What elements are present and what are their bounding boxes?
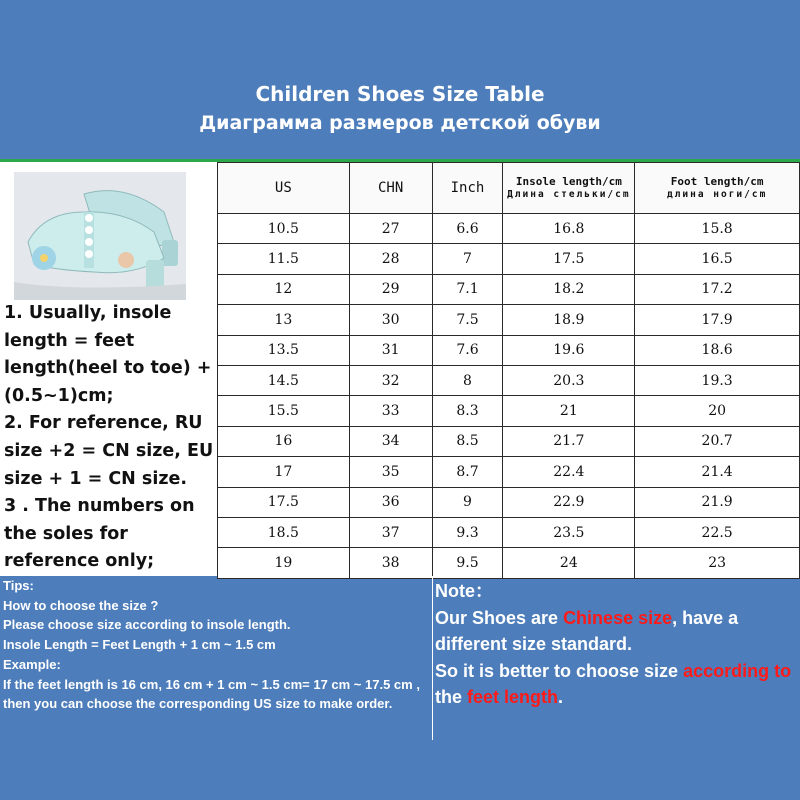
chn-cell: 28 — [349, 244, 432, 274]
tips-example-label: Example: — [3, 656, 61, 672]
inch-cell: 6.6 — [432, 214, 503, 244]
insole-cell: 18.2 — [503, 274, 635, 304]
tips-how: How to choose the size ? — [3, 597, 159, 613]
table-row — [218, 214, 800, 244]
header-chn: CHN — [349, 163, 432, 214]
chn-cell: 32 — [349, 365, 432, 395]
note-paragraph-2 — [435, 658, 797, 711]
insole-cell: 18.9 — [503, 305, 635, 335]
us-cell: 19 — [218, 548, 350, 578]
note-line: reference only; — [4, 551, 155, 572]
foot-cell: 16.5 — [635, 244, 800, 274]
inch-cell: 8.7 — [432, 457, 503, 487]
insole-cell: 17.5 — [503, 244, 635, 274]
note-title: Note： — [435, 581, 493, 601]
chn-cell: 33 — [349, 396, 432, 426]
note-text: . — [558, 687, 564, 707]
foot-cell: 22.5 — [635, 517, 800, 547]
chn-cell: 27 — [349, 214, 432, 244]
inch-cell: 9.3 — [432, 517, 503, 547]
header — [0, 0, 800, 160]
table-row — [218, 548, 800, 578]
us-cell: 13.5 — [218, 335, 350, 365]
chn-cell: 35 — [349, 457, 432, 487]
chn-cell: 29 — [349, 274, 432, 304]
header-us: US — [218, 163, 350, 214]
foot-cell: 17.9 — [635, 305, 800, 335]
header-insole — [503, 163, 635, 214]
foot-cell: 15.8 — [635, 214, 800, 244]
size-table — [217, 162, 800, 579]
chn-cell: 36 — [349, 487, 432, 517]
note-text: So it is better to choose size — [435, 660, 684, 681]
us-cell: 12 — [218, 274, 350, 304]
table-row — [218, 305, 800, 335]
inch-cell: 8.3 — [432, 396, 503, 426]
page-subtitle-ru: Диаграмма размеров детской обуви — [199, 112, 601, 134]
inch-cell: 7.1 — [432, 274, 503, 304]
table-row — [218, 487, 800, 517]
insole-cell: 23.5 — [503, 517, 635, 547]
note-line: length = feet — [4, 330, 135, 351]
us-cell: 13 — [218, 305, 350, 335]
tips-title: Tips: — [3, 578, 34, 593]
insole-cell: 24 — [503, 548, 635, 578]
tips-panel — [0, 576, 433, 740]
insole-cell: 16.8 — [503, 214, 635, 244]
table-row — [218, 244, 800, 274]
chn-cell: 38 — [349, 548, 432, 578]
header-insole-en: Insole length/cm — [515, 175, 622, 188]
chn-cell: 34 — [349, 426, 432, 456]
note-line: length(heel to toe) + — [4, 358, 212, 379]
note-highlight: feet length — [467, 687, 559, 707]
foot-cell: 23 — [635, 548, 800, 578]
table-body — [218, 214, 800, 579]
insole-cell: 21 — [503, 396, 635, 426]
inch-cell: 7.6 — [432, 335, 503, 365]
us-cell: 15.5 — [218, 396, 350, 426]
us-cell: 14.5 — [218, 365, 350, 395]
inch-cell: 8.5 — [432, 426, 503, 456]
table-row — [218, 517, 800, 547]
note-line: the soles for — [4, 523, 128, 544]
inch-cell: 9.5 — [432, 548, 503, 578]
header-foot — [635, 163, 800, 214]
table-row — [218, 335, 800, 365]
header-foot-en: Foot length/cm — [670, 175, 764, 188]
sandal-photo — [14, 172, 186, 300]
inch-cell: 7.5 — [432, 305, 503, 335]
note-text: , have a different size standard. — [435, 607, 739, 654]
foot-cell: 20.7 — [635, 426, 800, 456]
note-highlight: according to — [683, 660, 792, 681]
table-row — [218, 365, 800, 395]
note-line: 3 . The numbers on — [4, 496, 195, 517]
left-panel — [0, 162, 218, 576]
us-cell: 17.5 — [218, 487, 350, 517]
chn-cell: 30 — [349, 305, 432, 335]
us-cell: 11.5 — [218, 244, 350, 274]
foot-cell: 18.6 — [635, 335, 800, 365]
note-text: Our Shoes are — [435, 607, 564, 628]
inch-cell: 7 — [432, 244, 503, 274]
table-row — [218, 274, 800, 304]
note-line: size + 1 = CN size. — [4, 468, 188, 489]
insole-cell: 19.6 — [503, 335, 635, 365]
insole-cell: 21.7 — [503, 426, 635, 456]
chn-cell: 37 — [349, 517, 432, 547]
note-text: the — [435, 687, 468, 707]
table-header-row — [218, 163, 800, 214]
header-insole-ru: Длина стельки/cm — [507, 189, 631, 200]
foot-cell: 21.4 — [635, 457, 800, 487]
table-row — [218, 396, 800, 426]
tips-please: Please choose size according to insole length. — [3, 617, 291, 633]
tips-example-text: If the feet length is 16 cm, 16 cm + 1 cm ~ 1.5 cm= 17 cm ~ 17.5 cm , then you can choose the corresponding US size to make order. — [3, 676, 420, 712]
foot-cell: 21.9 — [635, 487, 800, 517]
foot-cell: 17.2 — [635, 274, 800, 304]
note-line: size +2 = CN size, EU — [4, 440, 214, 461]
insole-cell: 20.3 — [503, 365, 635, 395]
header-inch: Inch — [432, 163, 503, 214]
us-cell: 10.5 — [218, 214, 350, 244]
header-foot-ru: длина ноги/cm — [666, 189, 768, 200]
inch-cell: 9 — [432, 487, 503, 517]
note-highlight: Chinese size — [563, 607, 673, 628]
insole-cell: 22.9 — [503, 487, 635, 517]
note-line: 2. For reference, RU — [4, 413, 203, 434]
note-line: (0.5~1)cm; — [4, 385, 114, 406]
table-row — [218, 426, 800, 456]
page-title: Children Shoes Size Table — [255, 82, 545, 106]
us-cell: 18.5 — [218, 517, 350, 547]
us-cell: 16 — [218, 426, 350, 456]
sandal-icon — [14, 172, 186, 300]
note-paragraph-1 — [435, 605, 797, 658]
tips-formula: Insole Length = Feet Length + 1 cm ~ 1.5 cm — [3, 637, 276, 653]
foot-cell: 20 — [635, 396, 800, 426]
insole-cell: 22.4 — [503, 457, 635, 487]
table-row — [218, 457, 800, 487]
note-line: 1. Usually, insole — [4, 303, 172, 323]
foot-cell: 19.3 — [635, 365, 800, 395]
us-cell: 17 — [218, 457, 350, 487]
chn-cell: 31 — [349, 335, 432, 365]
inch-cell: 8 — [432, 365, 503, 395]
note-panel — [435, 578, 797, 711]
usage-notes — [4, 300, 216, 576]
